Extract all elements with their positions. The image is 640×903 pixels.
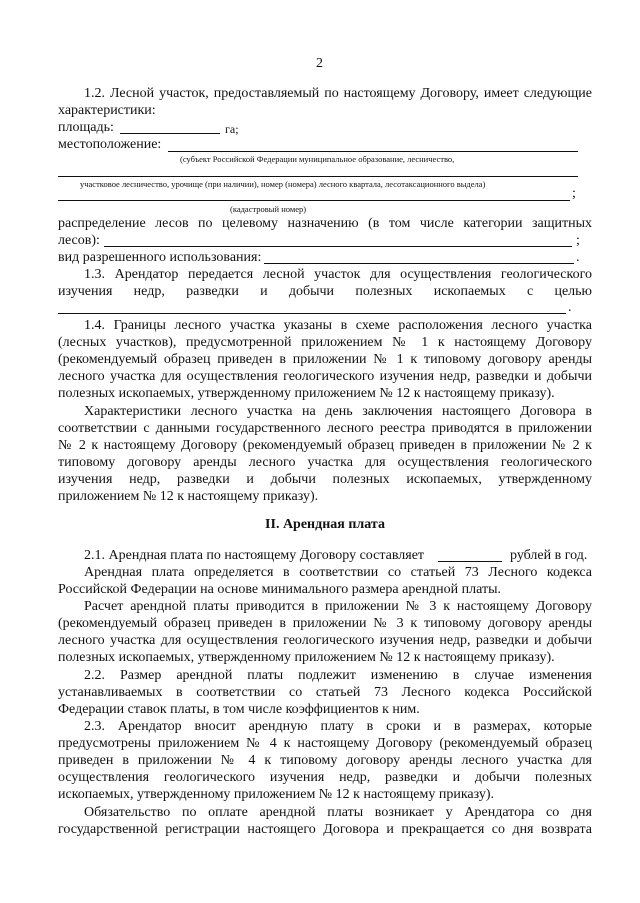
- distribution-label: лесов):: [58, 233, 100, 248]
- clause-1-4-line-2: (лесных участков), предусмотренной приложением № 1 к настоящему Договору: [58, 335, 592, 350]
- clause-2-1-suffix: рублей в год.: [510, 548, 588, 563]
- permitted-use-period: .: [576, 250, 580, 265]
- location-semicolon: ;: [572, 186, 576, 201]
- characteristics-line-4: типовому договору аренды лесного участка для осуществления геологического: [58, 455, 592, 470]
- clause-1-4-line-4: лесного участка для осуществления геологического изучения недр, разведки и добычи: [58, 369, 592, 384]
- clause-1-2-line-1: 1.2. Лесной участок, предоставляемый по настоящему Договору, имеет следующие: [84, 86, 592, 101]
- clause-2-2-line-2: устанавливаемых в соответствии со статьей 73 Лесного кодекса Российской: [58, 685, 592, 700]
- cadastral-hint: (кадастровый номер): [230, 204, 307, 214]
- area-blank: [120, 133, 220, 134]
- clause-1-3-line-1: 1.3. Арендатор передается лесной участок для осуществления геологического: [84, 267, 592, 282]
- clause-2-1-prefix: 2.1. Арендная плата по настоящему Договору составляет: [84, 548, 425, 563]
- calculation-line-4: полезных ископаемых, утвержденному приложением № 12 к настоящему приказу).: [58, 650, 555, 665]
- characteristics-line-3: № 2 к настоящему Договору (рекомендуемый образец приведен в приложении № 2 к: [58, 438, 592, 453]
- clause-2-3-line-3: приведен в приложении № 4 к типовому договору аренды лесного участка для: [58, 753, 592, 768]
- calculation-line-3: лесного участка для осуществления геологического изучения недр, разведки и добычи: [58, 633, 592, 648]
- permitted-use-blank: [264, 263, 574, 264]
- rent-definition-line-1: Арендная плата определяется в соответствии со статьей 73 Лесного кодекса: [84, 565, 592, 580]
- area-label: площадь:: [58, 120, 114, 135]
- clause-2-3-line-1: 2.3. Арендатор вносит арендную плату в сроки и в размерах, которые: [84, 719, 592, 734]
- permitted-use-label: вид разрешенного использования:: [58, 250, 262, 265]
- rent-amount-blank: [438, 561, 502, 562]
- location-hint-2: участковое лесничество, урочище (при наличии), номер (номера) лесного квартала, лесотаксационного выдела): [80, 179, 486, 189]
- clause-1-3-line-2: изучения недр, разведки и добычи полезных ископаемых с целью: [58, 284, 592, 299]
- calculation-line-2: (рекомендуемый образец приведен в приложении № 3 к типовому договору аренды: [58, 616, 592, 631]
- clause-2-2-line-3: Федерации ставок платы, в том числе коэффициентов к ним.: [58, 702, 420, 717]
- distribution-blank: [104, 246, 572, 247]
- clause-1-4-line-1: 1.4. Границы лесного участка указаны в схеме расположения лесного участка: [84, 318, 592, 333]
- calculation-line-1: Расчет арендной платы приводится в приложении № 3 к настоящему Договору: [84, 599, 592, 614]
- obligation-line-1: Обязательство по оплате арендной платы возникает у Арендатора со дня: [84, 805, 592, 820]
- characteristics-line-5: изучения недр, разведки и добычи полезных ископаемых, утвержденному: [58, 472, 592, 487]
- obligation-line-2: государственной регистрации настоящего Договора и прекращается со дня возврата: [58, 822, 592, 837]
- rent-definition-line-2: Российской Федерации на основе минимального размера арендной платы.: [58, 582, 502, 597]
- clause-2-2-line-1: 2.2. Размер арендной платы подлежит изменению в случае изменения: [84, 668, 592, 683]
- location-label: местоположение:: [58, 137, 162, 152]
- page-number: 2: [316, 56, 323, 71]
- clause-2-3-line-4: осуществления геологического изучения недр, разведки и добычи полезных: [58, 770, 592, 785]
- clause-1-4-line-3: (рекомендуемый образец приведен в приложении № 1 к типовому договору аренды: [58, 352, 592, 367]
- clause-1-3-blank: [58, 313, 566, 314]
- distribution-line-1: распределение лесов по целевому назначению (в том числе категории защитных: [58, 216, 592, 231]
- location-blank-2: [58, 176, 578, 177]
- clause-1-3-period: .: [568, 300, 572, 315]
- location-blank: [168, 151, 578, 152]
- location-blank-3: [58, 200, 570, 201]
- characteristics-line-6: приложением № 12 к настоящему приказу).: [58, 489, 319, 504]
- clause-2-3-line-5: ископаемых, утвержденному приложением № 12 к настоящему приказу).: [58, 787, 495, 802]
- characteristics-line-1: Характеристики лесного участка на день заключения настоящего Договора в: [84, 404, 592, 419]
- clause-2-3-line-2: предусмотрены приложением № 4 к настоящему Договору (рекомендуемый образец: [58, 736, 592, 751]
- distribution-semicolon: ;: [576, 233, 580, 248]
- clause-1-2-line-2: характеристики:: [58, 103, 156, 118]
- location-hint-1: (субъект Российской Федерации муниципальное образование, лесничество,: [180, 154, 455, 164]
- area-unit: га;: [225, 122, 239, 136]
- section-2-title: II. Арендная плата: [265, 517, 385, 532]
- clause-1-4-line-5: полезных ископаемых, утвержденному приложением № 12 к настоящему приказу).: [58, 386, 555, 401]
- characteristics-line-2: соответствии с данными государственного лесного реестра приводятся в приложении: [58, 421, 592, 436]
